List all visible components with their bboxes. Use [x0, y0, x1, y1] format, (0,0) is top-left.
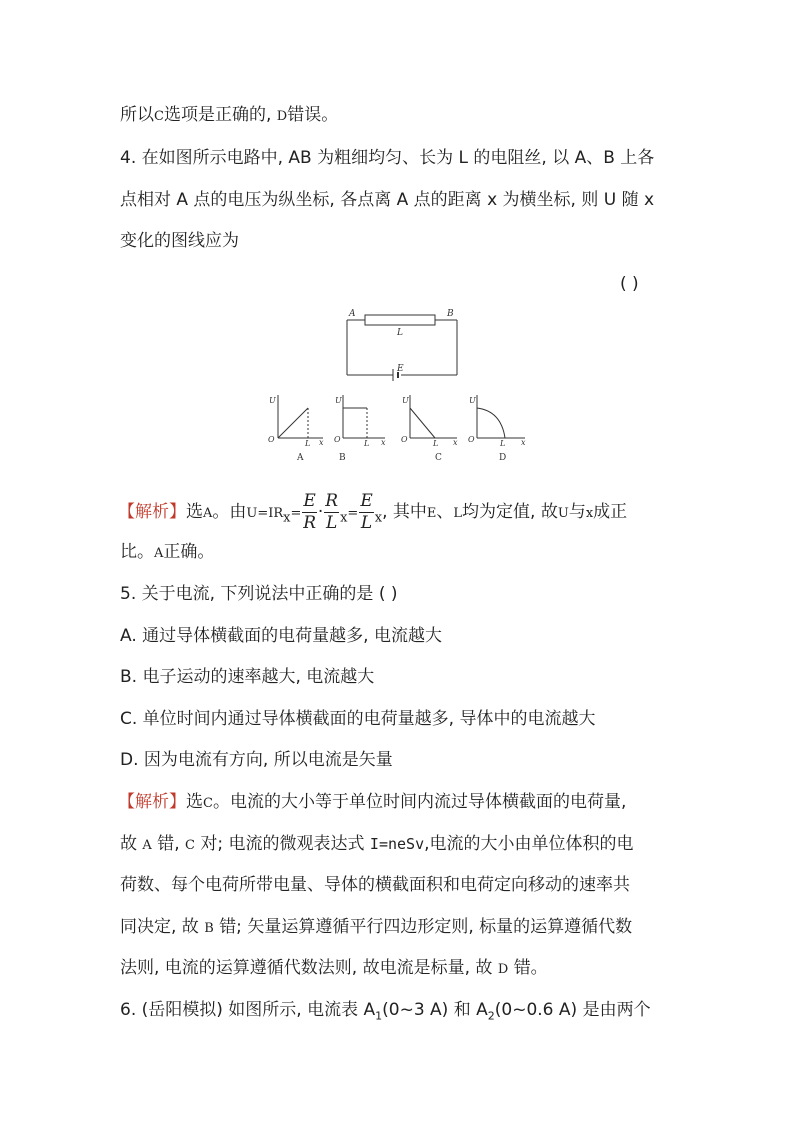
- q4-line-3: 变化的图线应为: [120, 231, 239, 251]
- text: 同决定, 故: [120, 917, 199, 937]
- axis-x: x: [521, 438, 526, 447]
- text: 正确。: [163, 542, 215, 562]
- analysis-5-line-5: [120, 956, 548, 982]
- analysis-4-line-1: [118, 492, 627, 538]
- graph-a-label: A: [297, 453, 304, 463]
- denominator: L: [360, 512, 373, 533]
- numerator: R: [325, 490, 339, 511]
- axis-l: L: [364, 439, 370, 448]
- axis-u: U: [469, 396, 476, 405]
- text: 法则, 电流的运算遵循代数法则, 故电流是标量, 故: [120, 958, 493, 978]
- text: 错。: [513, 958, 548, 978]
- option-c: C: [154, 109, 164, 124]
- analysis-tag: 【解析】: [118, 792, 186, 812]
- equals: =: [347, 506, 359, 521]
- analysis-4-line-2: [120, 540, 214, 566]
- graph-a: [278, 395, 323, 438]
- q5-stem: 5. 关于电流, 下列说法中正确的是 ( ): [120, 584, 398, 604]
- text: 故: [120, 834, 137, 854]
- text: 选项是正确的: [163, 105, 266, 125]
- symbol-u: U: [557, 506, 569, 521]
- q5-option-c: C. 单位时间内通过导体横截面的电荷量越多, 导体中的电流越大: [120, 709, 596, 729]
- dot: ·: [317, 502, 324, 522]
- q5-option-b: B. 电子运动的速率越大, 电流越大: [120, 667, 375, 687]
- q6-stem: [120, 998, 651, 1028]
- option-b: B: [204, 921, 214, 936]
- subscript: x: [374, 510, 383, 526]
- text: 均为定值, 故: [462, 502, 558, 522]
- axis-l: L: [305, 439, 311, 448]
- axis-u: U: [335, 396, 342, 405]
- analysis-tag: 【解析】: [118, 502, 186, 522]
- axis-origin: O: [468, 435, 475, 444]
- text: ,电流的大小由单位体积的电: [424, 834, 634, 854]
- symbol-e: E: [426, 506, 437, 521]
- denominator: L: [326, 512, 338, 533]
- axis-l: L: [500, 439, 506, 448]
- text: 与: [568, 502, 586, 522]
- option-d: D: [276, 109, 288, 124]
- label-l: L: [397, 328, 403, 338]
- label-e: E: [397, 364, 404, 374]
- formula: I=neSv: [369, 835, 425, 853]
- numerator: E: [360, 490, 373, 511]
- option-d: D: [497, 962, 509, 977]
- axis-u: U: [402, 396, 409, 405]
- subscript: 2: [487, 1009, 495, 1023]
- fraction-e-over-l: [359, 490, 373, 533]
- denominator: R: [303, 512, 317, 533]
- label-b: B: [447, 309, 454, 319]
- axis-u: U: [269, 396, 276, 405]
- text: 6. (岳阳模拟) 如图所示, 电流表 A: [120, 1000, 376, 1020]
- text: 对; 电流的微观表达式: [200, 834, 365, 854]
- analysis-5-line-4: [120, 915, 632, 941]
- answer-paren: ( ): [620, 274, 639, 294]
- axis-origin: O: [334, 435, 341, 444]
- graph-d-curve: [477, 408, 505, 438]
- text: 错; 矢量运算遵循平行四边形定则, 标量的运算遵循代数: [219, 917, 633, 937]
- numerator: E: [303, 490, 316, 511]
- resistance-wire: [365, 315, 435, 325]
- graph-c: [410, 395, 457, 438]
- text: 比。: [120, 542, 154, 562]
- text: 选: [186, 792, 203, 812]
- q5-option-d: D. 因为电流有方向, 所以电流是矢量: [120, 750, 393, 770]
- label-a: A: [349, 309, 356, 319]
- circuit-figure: [255, 303, 545, 468]
- analysis-5-line-2: [120, 832, 634, 858]
- text-line: 所以C选项是正确的, D错误。: [120, 105, 339, 125]
- analysis-5-line-1: [118, 790, 626, 816]
- q5-option-a: A. 通过导体横截面的电荷量越多, 电流越大: [120, 626, 442, 646]
- equals: =: [290, 506, 302, 521]
- q4-line-1: 4. 在如图所示电路中, AB 为粗细均匀、长为 L 的电阻丝, 以 A、B 上各: [120, 148, 655, 168]
- text: , 其中: [382, 502, 427, 522]
- answer-choice: C: [203, 796, 213, 811]
- graph-b-label: B: [339, 453, 346, 463]
- axis-origin: O: [268, 435, 275, 444]
- text: 。由: [212, 502, 247, 522]
- symbol-x: x: [585, 506, 594, 521]
- symbol-l: L: [453, 506, 463, 521]
- text: 、: [436, 502, 454, 522]
- analysis-5-line-3: 荷数、每个电荷所带电量、导体的横截面积和电荷定向移动的速率共: [120, 875, 630, 895]
- text: 错,: [157, 834, 180, 854]
- axis-x: x: [453, 438, 458, 447]
- text: (0~3 A) 和 A: [382, 1000, 488, 1020]
- text: 。电流的大小等于单位时间内流过导体横截面的电荷量,: [212, 792, 627, 812]
- graph-c-line: [410, 408, 435, 438]
- graph-d-label: D: [499, 453, 507, 463]
- subscript: x: [340, 510, 348, 526]
- axis-x: x: [319, 438, 324, 447]
- answer-choice: A: [203, 506, 213, 521]
- graph-b: [343, 395, 385, 438]
- formula: U=IR: [246, 506, 284, 521]
- text: 所以: [120, 105, 154, 125]
- q4-line-2: 点相对 A 点的电压为纵坐标, 各点离 A 点的距离 x 为横坐标, 则 U 随 x: [120, 190, 655, 210]
- axis-l: L: [433, 439, 439, 448]
- axis-x: x: [381, 438, 386, 447]
- axis-origin: O: [401, 435, 408, 444]
- option-c: C: [185, 838, 195, 853]
- graph-c-label: C: [435, 453, 442, 463]
- text: (0~0.6 A) 是由两个: [494, 1000, 651, 1020]
- fraction-e-over-r: [302, 490, 317, 533]
- text: 选: [186, 502, 203, 522]
- text: 错误。: [287, 105, 339, 125]
- option-a: A: [142, 838, 152, 853]
- answer-choice: A: [154, 546, 164, 561]
- fraction-r-over-l: [324, 490, 339, 533]
- graph-a-line: [278, 408, 308, 438]
- subscript: x: [283, 510, 291, 526]
- subscript: 1: [375, 1009, 383, 1023]
- graph-d: [477, 395, 525, 438]
- text: 成正: [593, 502, 628, 522]
